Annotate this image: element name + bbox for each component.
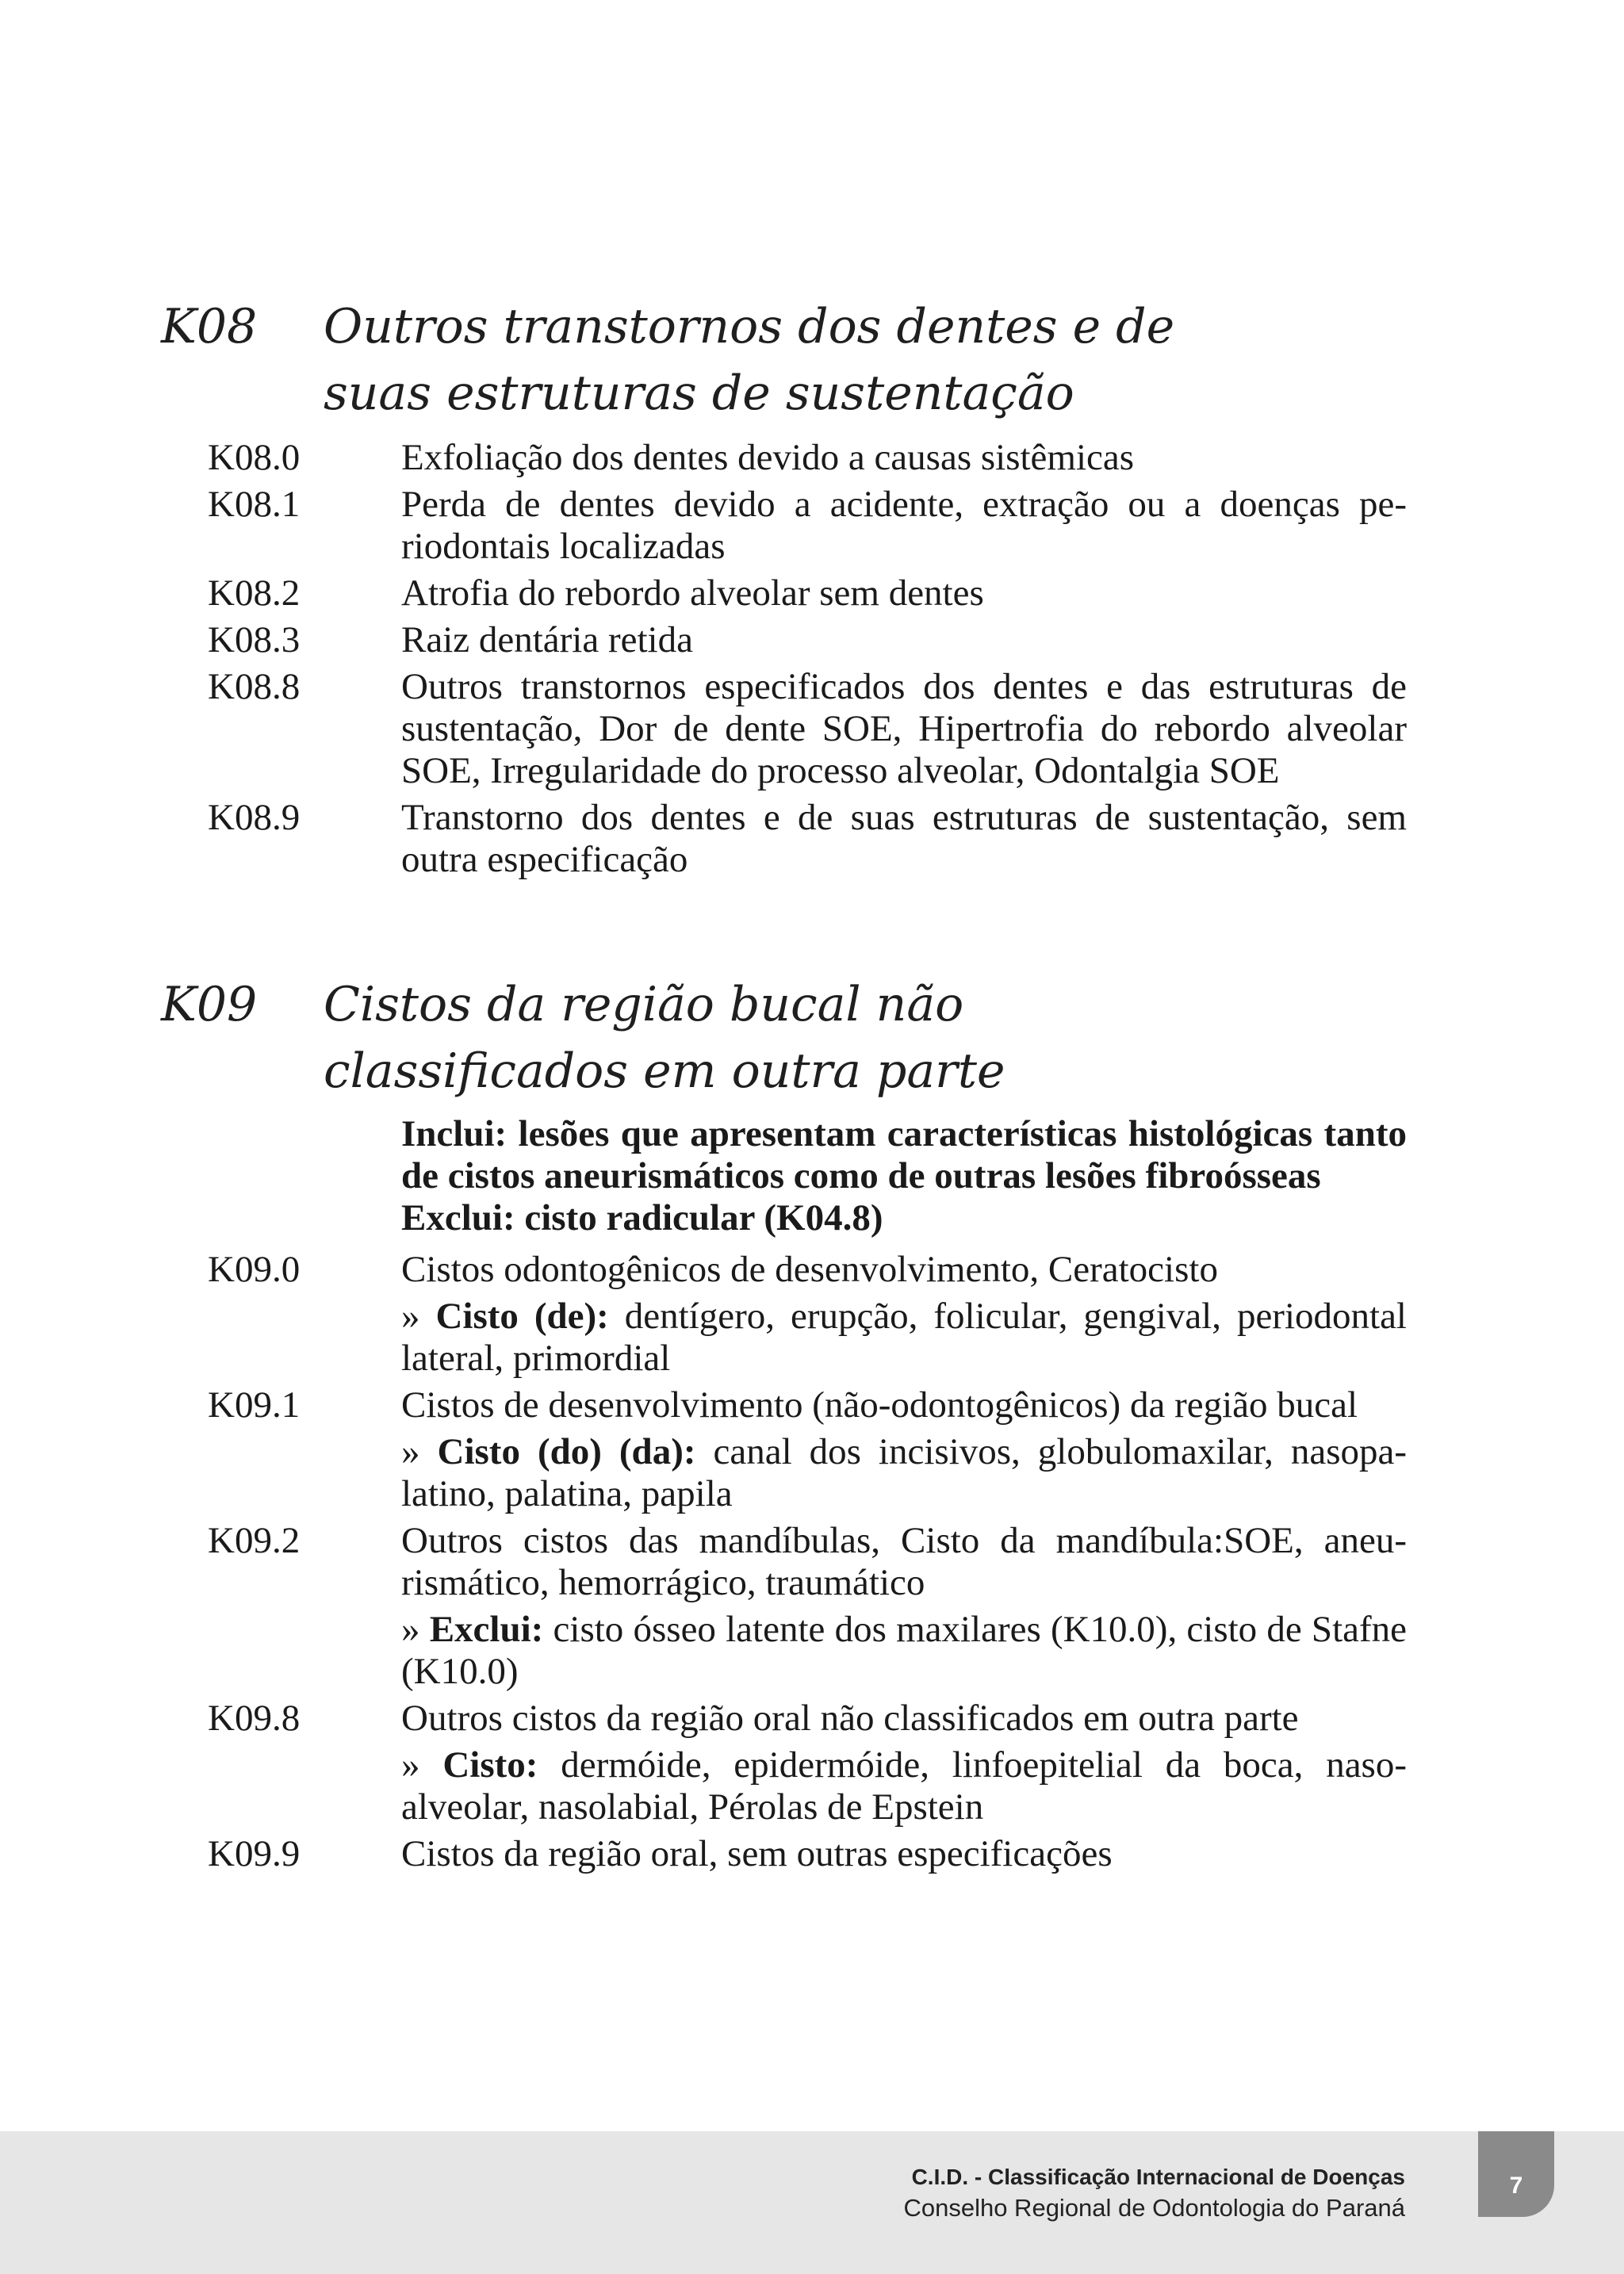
- entry-code: K08.9: [208, 797, 301, 838]
- section-heading: [0, 293, 1624, 427]
- entry-code: K08.3: [208, 619, 301, 660]
- section-heading: [0, 971, 1624, 1104]
- includes-note: Inclui: lesões que apresentam características histológicas tanto de cistos aneurismáticos como de outras lesões fibroósseas: [401, 1113, 1407, 1196]
- subnote-label: Cisto (do) (da):: [437, 1431, 696, 1472]
- list-item: [0, 1698, 1624, 1828]
- entry-code: K08.0: [208, 437, 301, 478]
- subnote-label: Cisto (de):: [435, 1296, 609, 1337]
- list-item: [0, 484, 1624, 568]
- section-code: K08: [161, 299, 258, 354]
- section-title-line: Outros transtornos dos dentes e de: [324, 299, 1175, 354]
- entry-text: Transtorno dos dentes e de suas estruturas de sustentação, sem outra especificação: [401, 797, 1407, 880]
- footer-subtitle: Conselho Regional de Odontologia do Paraná: [903, 2194, 1405, 2222]
- bullet-marker: »: [401, 1431, 438, 1472]
- excludes-note: Exclui: cisto radicular (K04.8): [401, 1197, 883, 1238]
- bullet-marker: »: [401, 1296, 436, 1337]
- entry-code: K08.2: [208, 572, 301, 614]
- subnote-text: dermóide, epidermóide, linfoepitelial da boca, nasoalveolar, nasolabial, Pérolas de Epstein: [401, 1744, 1408, 1828]
- subnote-label: Exclui:: [429, 1609, 544, 1650]
- entry-code: K09.9: [208, 1833, 301, 1874]
- entry-text: Outros transtornos especificados dos dentes e das estruturas de sustentação, Dor de dente SOE, Hipertrofia do rebordo alveolar SOE, Irregularidade do processo alveolar, Odontalgia SOE: [401, 666, 1407, 791]
- section-title: [324, 971, 1434, 1104]
- entry-subnote: [401, 1296, 1407, 1380]
- entry-list: [0, 1113, 1624, 1875]
- section-code: K09: [161, 977, 258, 1032]
- section-title: [324, 293, 1434, 427]
- list-item: [0, 1384, 1624, 1515]
- section-title-line: suas estruturas de sustentação: [324, 366, 1074, 421]
- entry-subnote: [401, 1744, 1407, 1828]
- list-item: [0, 797, 1624, 881]
- entry-text: Cistos da região oral, sem outras especificações: [401, 1833, 1113, 1874]
- entry-text: Outros cistos da região oral não classificados em outra parte: [401, 1698, 1299, 1739]
- entry-text: Exfoliação dos dentes devido a causas sistêmicas: [401, 437, 1135, 478]
- entry-text: Perda de dentes devido a acidente, extração ou a doenças periodontais localizadas: [401, 484, 1407, 567]
- entry-code: K08.8: [208, 666, 301, 707]
- entry-subnote: [401, 1431, 1407, 1515]
- entry-text: Cistos odontogênicos de desenvolvimento, Ceratocisto: [401, 1249, 1218, 1290]
- entry-code: K09.0: [208, 1249, 301, 1290]
- entry-text: Cistos de desenvolvimento (não-odontogênicos) da região bucal: [401, 1384, 1358, 1426]
- entry-list: [0, 437, 1624, 881]
- entry-code: K09.1: [208, 1384, 301, 1426]
- bullet-marker: »: [401, 1609, 430, 1650]
- subnote-text: canal dos incisivos, globulomaxilar, nasopalatino, palatina, papila: [401, 1431, 1408, 1514]
- list-item: [0, 619, 1624, 661]
- entry-code: K09.2: [208, 1520, 301, 1561]
- list-item: [0, 572, 1624, 614]
- page-number-tab: [1478, 2131, 1554, 2217]
- subnote-label: Cisto:: [442, 1744, 538, 1786]
- entry-subnote: [401, 1609, 1407, 1693]
- subnote-text: dentígero, erupção, folicular, gengival, periodontal lateral, primordial: [401, 1296, 1407, 1379]
- bullet-marker: »: [401, 1744, 443, 1786]
- entry-text: Raiz dentária retida: [401, 619, 693, 660]
- footer-title: C.I.D. - Classificação Internacional de Doenças: [911, 2165, 1405, 2189]
- list-item: [0, 1520, 1624, 1693]
- list-item: [0, 1249, 1624, 1380]
- list-item: [0, 666, 1624, 792]
- page-number: 7: [1509, 2173, 1523, 2199]
- section-k09: [0, 971, 1624, 1874]
- subnote-text: cisto ósseo latente dos maxilares (K10.0), cisto de Stafne (K10.0): [401, 1609, 1407, 1692]
- entry-code: K08.1: [208, 484, 301, 525]
- entry-text: Outros cistos das mandíbulas, Cisto da mandíbula:SOE, aneurismático, hemorrágico, traumático: [401, 1520, 1407, 1603]
- list-item: [0, 1833, 1624, 1875]
- section-title-line: classificados em outra parte: [324, 1043, 1005, 1099]
- section-k08: [0, 293, 1624, 880]
- entry-code: K09.8: [208, 1698, 301, 1739]
- entry-text: Atrofia do rebordo alveolar sem dentes: [401, 572, 984, 614]
- list-item: [0, 437, 1624, 479]
- section-title-line: Cistos da região bucal não: [324, 977, 964, 1032]
